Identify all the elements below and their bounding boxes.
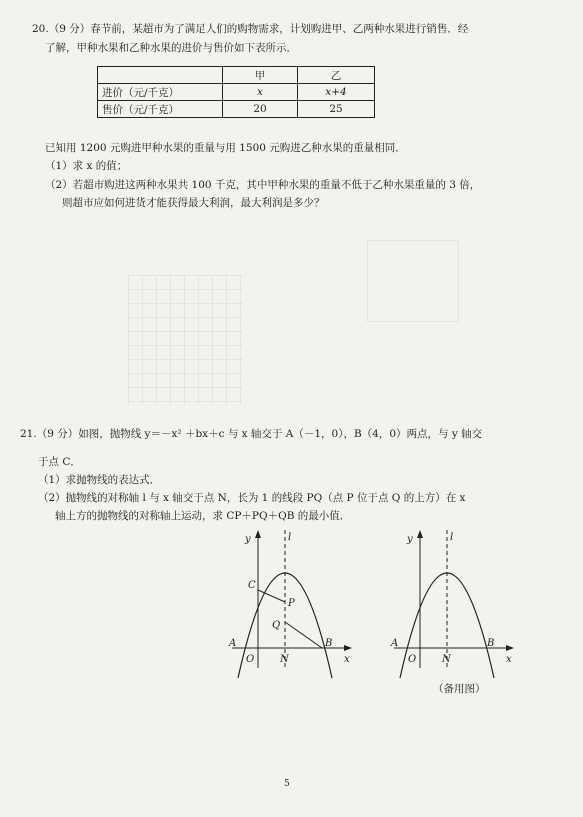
table-header-row bbox=[98, 67, 375, 84]
label-O: O bbox=[408, 654, 417, 665]
table-row bbox=[98, 84, 375, 101]
backup-parabola-figure bbox=[390, 528, 520, 678]
table-cell: 乙 bbox=[298, 67, 375, 84]
backup-figure-caption: （备用图） bbox=[433, 683, 486, 695]
label-O: O bbox=[246, 654, 255, 665]
label-A: A bbox=[229, 638, 237, 649]
y-axis-arrow bbox=[417, 530, 423, 538]
q21-subquestion-1: （1）求抛物线的表达式． bbox=[38, 474, 161, 486]
q21-subquestion-2-continued: 轴上方的抛物线的对称轴上运动，求 CP＋PQ＋QB 的最小值． bbox=[55, 510, 351, 522]
table-cell: x bbox=[223, 84, 298, 101]
x-axis-arrow bbox=[506, 645, 514, 651]
q20-header-continued: 了解，甲种水果和乙种水果的进价与售价如下表所示． bbox=[45, 42, 297, 54]
table-cell bbox=[98, 67, 223, 84]
table-cell: 进价（元/千克） bbox=[98, 84, 223, 101]
label-N: N bbox=[442, 654, 451, 665]
y-axis-arrow bbox=[255, 530, 261, 538]
label-y: y bbox=[407, 534, 413, 545]
label-P: P bbox=[288, 598, 295, 609]
table-cell: x+4 bbox=[298, 84, 375, 101]
q21-header-continued: 于点 C． bbox=[38, 456, 81, 468]
table-cell: 20 bbox=[223, 101, 298, 118]
price-table bbox=[97, 66, 375, 118]
faint-bleed-through-grid bbox=[128, 275, 243, 405]
label-l: l bbox=[288, 532, 292, 543]
label-x: x bbox=[506, 654, 512, 665]
segment-CP bbox=[258, 590, 285, 602]
q21-subquestion-2: （2）抛物线的对称轴 l 与 x 轴交于点 N，长为 1 的线段 PQ（点 P 位于点 Q 的上方）在 x bbox=[38, 492, 466, 504]
label-x: x bbox=[344, 654, 350, 665]
table-cell: 甲 bbox=[223, 67, 298, 84]
label-B: B bbox=[487, 638, 495, 649]
page-number: 5 bbox=[284, 779, 290, 789]
table-cell: 25 bbox=[298, 101, 375, 118]
table-row bbox=[98, 101, 375, 118]
q20-known-condition: 已知用 1200 元购进甲种水果的重量与用 1500 元购进乙种水果的重量相同． bbox=[45, 142, 406, 154]
q20-subquestion-2-continued: 则超市应如何进货才能获得最大利润，最大利润是多少？ bbox=[62, 197, 325, 209]
label-Q: Q bbox=[272, 620, 281, 631]
faint-bleed-through-circuit bbox=[367, 240, 459, 322]
label-A: A bbox=[391, 638, 399, 649]
q21-header: 21.（9 分）如图，抛物线 y＝－x² ＋bx＋c 与 x 轴交于 A（－1，0），B（4，0）两点，与 y 轴交 bbox=[20, 428, 483, 440]
q20-subquestion-2: （2）若超市购进这两种水果共 100 千克，其中甲种水果的重量不低于乙种水果重量的 3 倍， bbox=[45, 179, 481, 191]
label-B: B bbox=[325, 638, 333, 649]
x-axis-arrow bbox=[344, 645, 352, 651]
label-C: C bbox=[248, 580, 256, 591]
label-l: l bbox=[450, 532, 454, 543]
table-cell: 售价（元/千克） bbox=[98, 101, 223, 118]
parabola-figure bbox=[228, 528, 358, 678]
q20-header: 20.（9 分）春节前，某超市为了满足人们的购物需求，计划购进甲、乙两种水果进行销售．经 bbox=[32, 23, 469, 35]
segment-QB bbox=[285, 622, 322, 648]
q20-subquestion-1: （1）求 x 的值； bbox=[45, 160, 128, 172]
label-N: N bbox=[280, 654, 289, 665]
label-y: y bbox=[245, 534, 251, 545]
